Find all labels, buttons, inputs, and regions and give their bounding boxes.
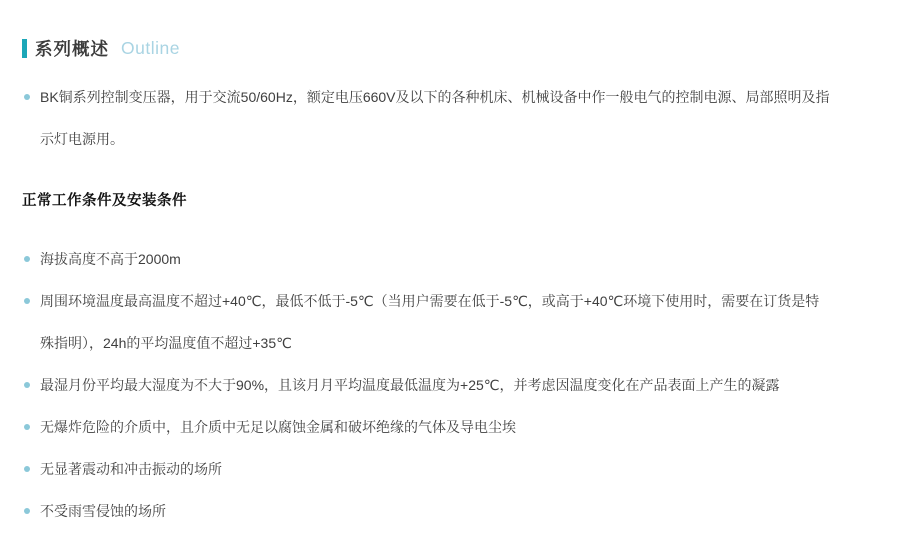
bullet-dot-icon <box>24 256 30 262</box>
intro-list <box>22 76 878 160</box>
list-item-text: 无显著震动和冲击振动的场所 <box>40 461 222 477</box>
bullet-dot-icon <box>24 94 30 100</box>
bullet-dot-icon <box>24 508 30 514</box>
list-item-text: BK铜系列控制变压器，用于交流50/60Hz，额定电压660V及以下的各种机床、机械设备中作一般电气的控制电源、局部照明及指示灯电源用。 <box>40 89 830 147</box>
list-item-text: 无爆炸危险的介质中，且介质中无足以腐蚀金属和破坏绝缘的气体及导电尘埃 <box>40 419 516 435</box>
list-item <box>22 238 878 280</box>
list-item <box>22 448 878 490</box>
list-item <box>22 364 878 406</box>
subsection-title: 正常工作条件及安装条件 <box>22 193 187 209</box>
bullet-dot-icon <box>24 382 30 388</box>
bullet-dot-icon <box>24 298 30 304</box>
list-item-text: 海拔高度不高于2000m <box>40 251 181 267</box>
list-item <box>22 406 878 448</box>
list-item-text: 周围环境温度最高温度不超过+40℃，最低不低于-5℃（当用户需要在低于-5℃，或高于+40℃环境下使用时，需要在订货是特殊指明），24h的平均温度值不超过+35℃ <box>40 293 820 351</box>
bullet-dot-icon <box>24 424 30 430</box>
document-page <box>0 36 900 548</box>
section-title-en: Outline <box>121 38 180 58</box>
conditions-list <box>22 238 878 532</box>
list-item-text: 不受雨雪侵蚀的场所 <box>40 503 166 519</box>
list-item <box>22 490 878 532</box>
title-accent-bar <box>22 39 27 58</box>
list-item <box>22 76 878 160</box>
section-title <box>22 36 878 61</box>
list-item <box>22 280 878 364</box>
section-title-zh: 系列概述 <box>35 39 109 59</box>
list-item-text: 最湿月份平均最大湿度为不大于90%，且该月月平均温度最低温度为+25℃，并考虑因温度变化在产品表面上产生的凝露 <box>40 377 780 393</box>
bullet-dot-icon <box>24 466 30 472</box>
